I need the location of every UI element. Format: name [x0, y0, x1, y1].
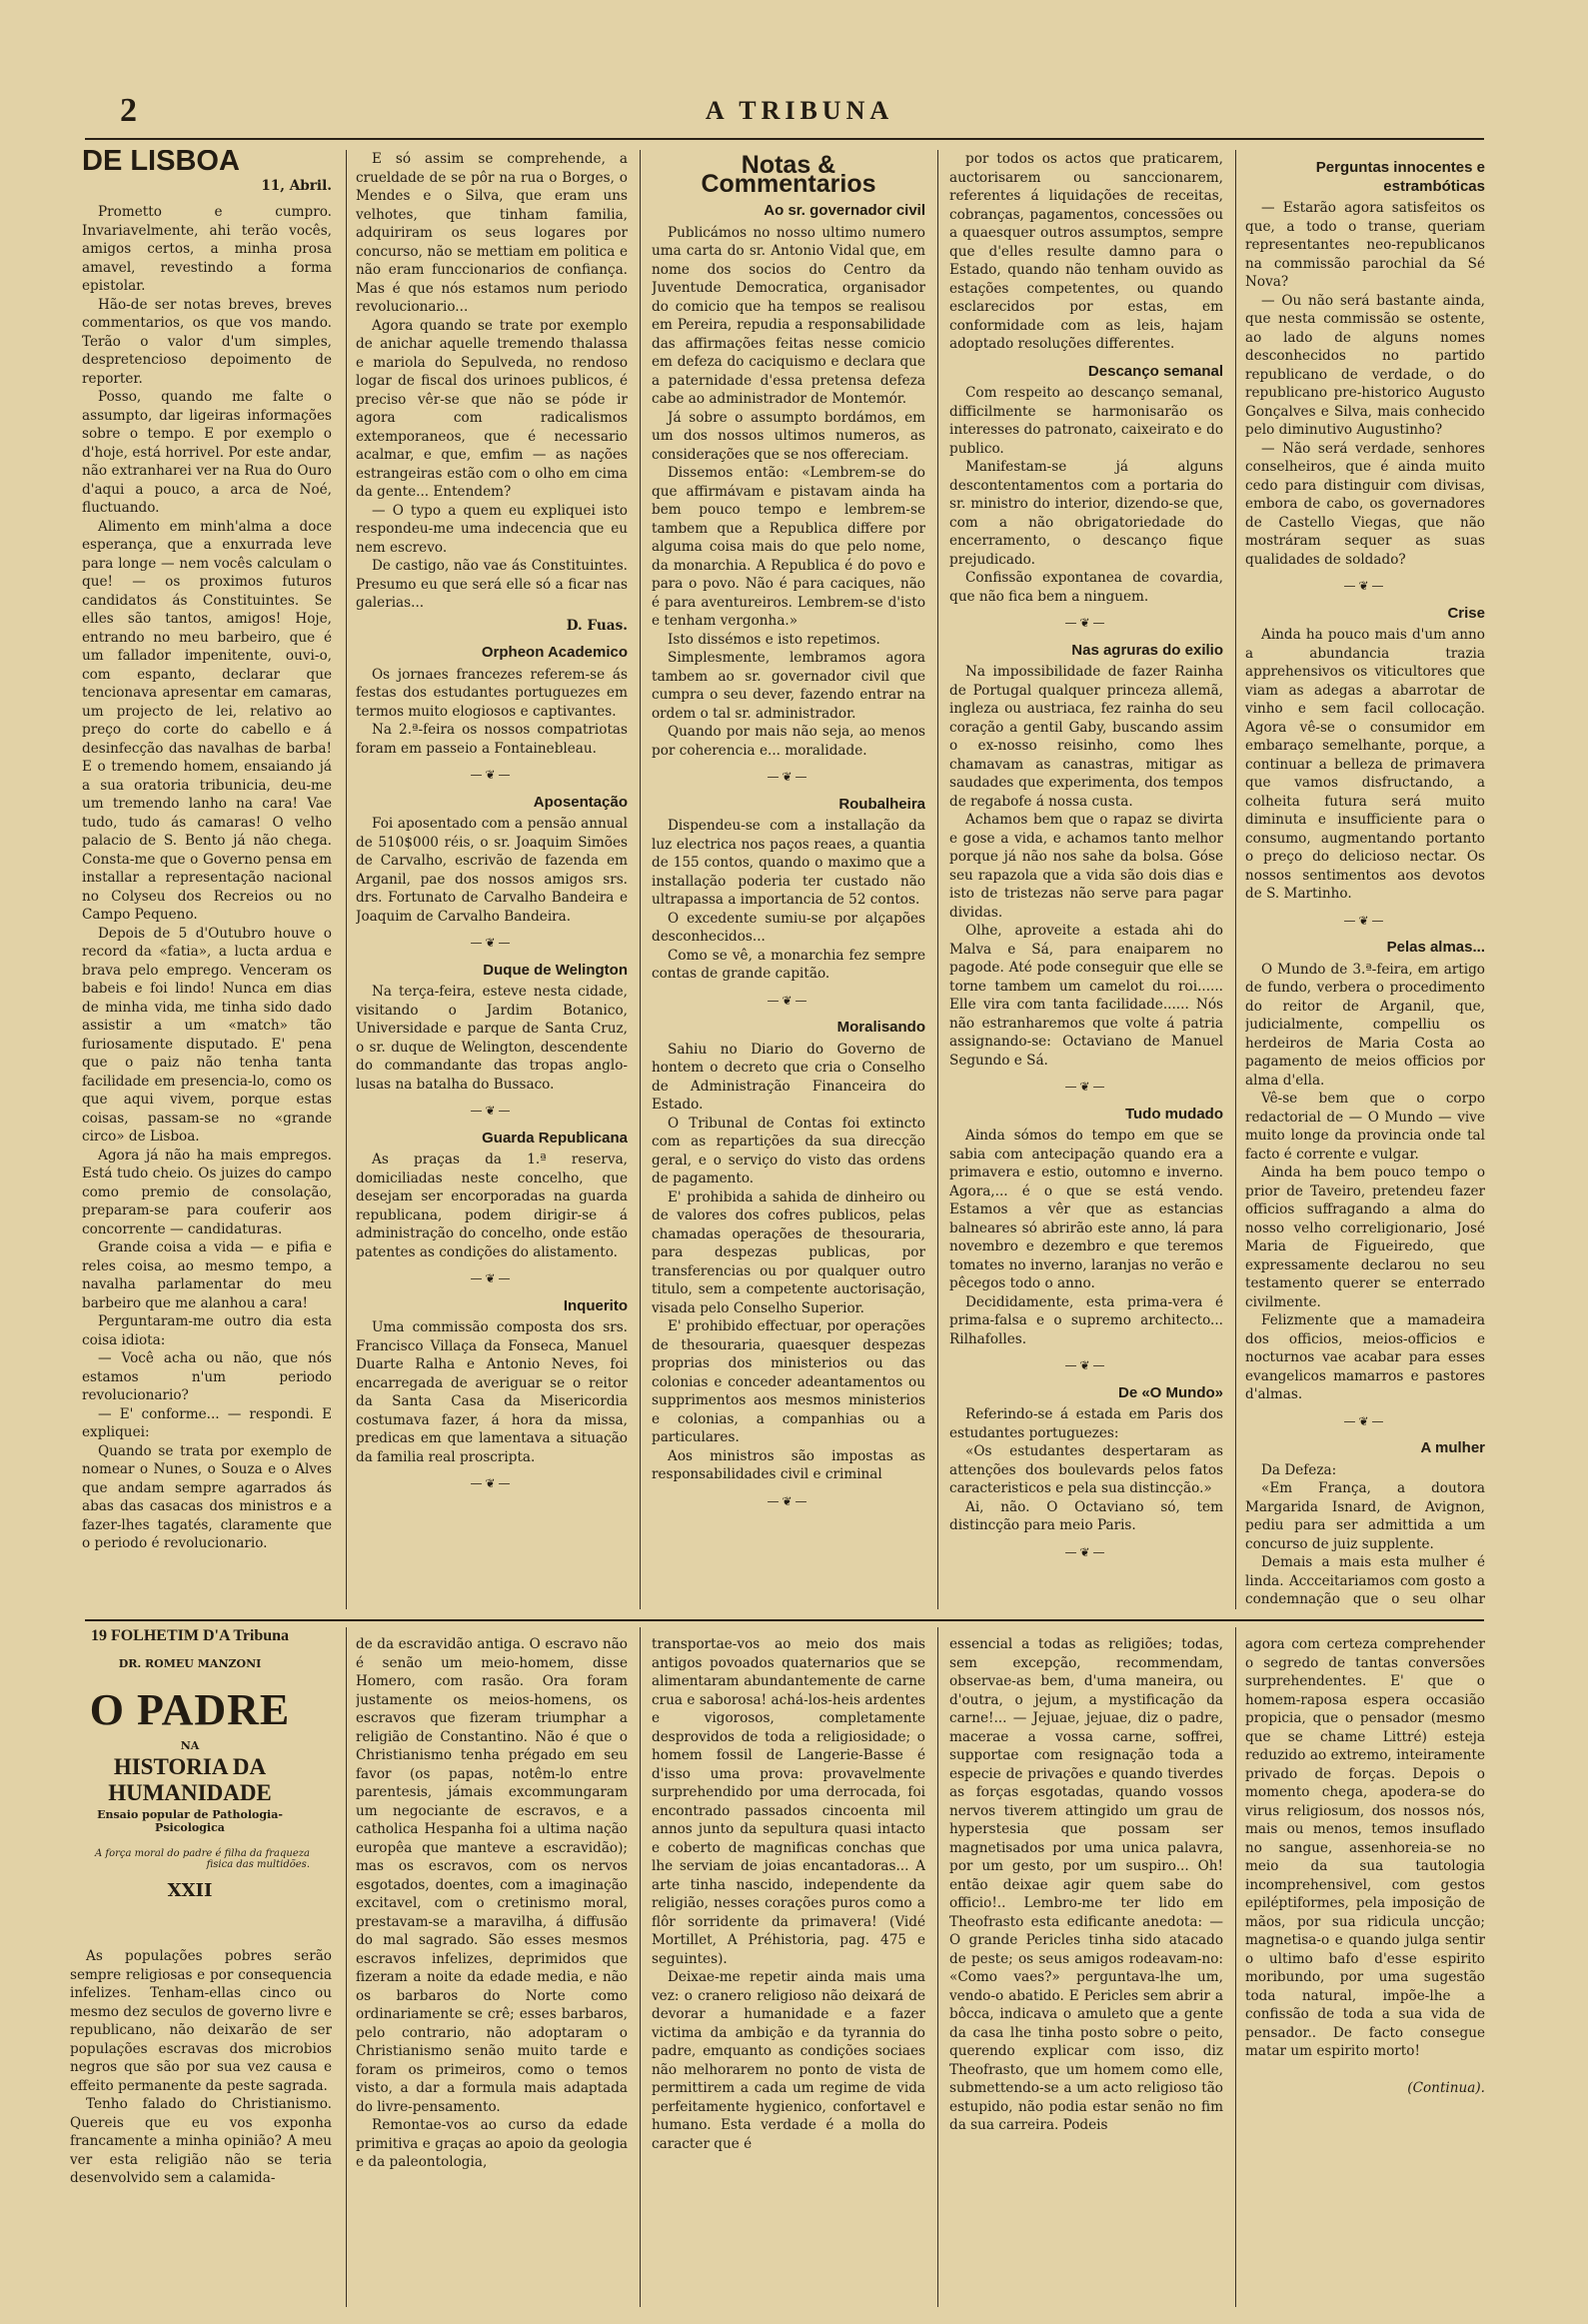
paragraph: Na impossibilidade de fazer Rainha de Portugal qualquer princeza allemã, ingleza ou austriaca, fez rainha do seu coração a gentil Gaby, buscando assim o ex-nosso reisinho, como lhes chamavam as canastras, mitigar as saudades que experimenta, dos tempos de regabofe á nossa custa.: [949, 664, 1223, 810]
paragraph: Agora já não ha mais empregos. Está tudo cheio. Os juizes do campo como premio de consolação, preparam-se para couferir aos concorrente — candidaturas.: [82, 1147, 332, 1237]
paragraph: Demais a mais esta mulher é linda. Accceitariamos com gosto a condemnação que o seu olhar: [1245, 1554, 1485, 1607]
article-title: Inquerito: [563, 1296, 628, 1314]
paragraph: «Em França, a doutora Margarida Isnard, de Avignon, pediu para ser admittida a um concurso de juiz supplente.: [1245, 1480, 1485, 1552]
chapter-number: XXII: [167, 1880, 213, 1901]
paragraph: Dissemos então: «Lembrem-se do que affirmávam e pistavam ainda ha bem pouco tempo e lembrem-se tambem que a Republica differe por alguma coisa mais do que pelo nome, da monarchia. A Republica é do povo e para o povo. Não é para caciques, não é para aventureiros. Lembrem-se d'isto e tenham vergonha.»: [652, 465, 925, 629]
paragraph: Hão-de ser notas breves, breves commentarios, os que vos mando. Terão o valor d'um simples, despretencioso depoimento de reporter.: [82, 296, 332, 387]
paragraph: de da escravidão antiga. O escravo não é senão um meio-homem, disse Homero, com rasão. Ora foram justamente os meios-homens, os escravos que fizeram triumphar a religião de Constantino. Não é que o Christianismo tenha prégado em seu favor (os papas, notêm-lo entre parentesis, jámais excommungaram um negociante de escravos, e a catholica Hespanha foi a ultima nação europêa que manteve a escravidão); mas os escravos, com os nervos esgotados, doentes, com a imaginação excitavel, com o cretinismo moral, prestavam-se a maravilha, á diffusão do mal sagrado. São esses mesmos escravos infelizes, deprimidos que fizeram a noite da edade media, e não os barbaros do Norte como ordinariamente se crê; esses barbaros, pelo contrario, não adoptaram o Christianismo senão muito tarde e foram os primeiros, como o temos visto, a dar a formula mais adaptada do livre-pensamento.: [356, 1636, 628, 2115]
paragraph: Ai, não. O Octaviano só, tem distincção para meio Paris.: [949, 1498, 1223, 1533]
ornament-divider: —❦—: [1064, 616, 1108, 630]
paragraph: — Estarão agora satisfeitos os que, a todo o transe, queriam representantes neo-republicanos na commissão parochial da Sé Nova?: [1245, 200, 1485, 290]
paragraph: Os jornaes francezes referem-se ás festas dos estudantes portuguezes em termos muito elogiosos e captivantes.: [356, 666, 628, 720]
paragraph: Ainda ha pouco mais d'um anno a abundancia trazia apprehensivos os viticultores que viam as adegas a abarrotar de vinho e sem facil collocação. Agora vê-se o consumidor em embaraço semelhante, porque, a continuar a belleza de primavera que vamos disfructando, a colheita futura será muito diminuta e insufficiente para o consumo, augmentando portanto o preço do delicioso nectar. Os nossos sentimentos aos devotos de S. Martinho.: [1245, 627, 1485, 902]
ornament-divider: —❦—: [1343, 913, 1387, 928]
paragraph: Como se vê, a monarchia fez sempre contas de grande capitão.: [652, 947, 925, 982]
column-divider: [937, 1627, 938, 2307]
paragraph: Referindo-se á estada em Paris dos estudantes portuguezes:: [949, 1406, 1223, 1441]
ornament-divider: —❦—: [767, 1493, 810, 1508]
article-title: De «O Mundo»: [1117, 1383, 1223, 1401]
paragraph: Isto dissémos e isto repetimos.: [668, 631, 880, 648]
paragraph: E' prohibido effectuar, por operações de thesouraria, quaesquer despezas proprias dos ministerios ou das colonias e conceder adeantamentos ou supprimentos aos mesmos ministerios e colonias, a companhias ou a particulares.: [652, 1318, 925, 1445]
article-title: Aposentação: [533, 793, 628, 811]
folhetim-label: [70, 1627, 310, 1645]
paragraph: Simplesmente, lembramos agora tambem ao sr. governador civil que cumpra o seu dever, fazendo entrar na ordem o tal sr. administrador.: [652, 650, 925, 722]
paragraph: O excedente sumiu-se por alçapões desconhecidos...: [652, 910, 925, 945]
folhetim-number: 19: [90, 1627, 107, 1644]
column-four: [949, 150, 1223, 1609]
ornament-divider: —❦—: [470, 768, 514, 782]
signature: D. Fuas.: [566, 617, 628, 634]
paragraph: Vê-se bem que o corpo redactorial de — O Mundo — vive muito longe da provincia onde tal facto é corrente e vulgar.: [1245, 1091, 1485, 1162]
column-divider: [1235, 150, 1236, 1609]
column-two: [356, 150, 628, 1609]
folhetim-na: NA: [180, 1739, 200, 1752]
paragraph: Da Defeza:: [1261, 1461, 1337, 1478]
folhetim-epigraph: A força moral do padre é filha da fraqueza fisica das multidões.: [94, 1848, 310, 1870]
paragraph: Depois de 5 d'Outubro houve o record da «fatia», a lucta ardua e brava pelo emprego. Venceram os babeis e foi lindo! Nunca em dias de minha vida, me tinha sido dado assistir a um «match» tão furiosamente disputado. E' pena que o paiz não tenha tanta facilidade em presencia-lo, como os que aqui vivem, porque estas coisas, passam-se no «grande circo» de Lisboa.: [82, 925, 332, 1145]
section-heading: DE LISBOA: [82, 150, 240, 177]
paragraph: Ainda sómos do tempo em que se sabia com antecipação quando era a primavera e estio, outomno e inverno. Agora,... é o que se está vendo. Estamos a vêr que as estancias balneares só abrirão este anno, lá para novembro e dezembro e que teremos tomates no inverno, laranjas no verão e pêcegos todo o anno.: [949, 1128, 1223, 1291]
paragraph: Quando se trata por exemplo de nomear o Nunes, o Souza e o Alves que andam sempre agarrados ás abas das casacas dos ministros e a fazer-lhes tagatés, claramente que o periodo é revolucionario.: [82, 1442, 332, 1551]
column-notas-commentarios: [652, 150, 925, 1609]
folhetim-big-title: O PADRE: [89, 1685, 291, 1734]
ornament-divider: —❦—: [470, 1476, 514, 1490]
column-five: [1245, 150, 1485, 1609]
paragraph: O Mundo de 3.ª-feira, em artigo de fundo, verbera o procedimento do reitor de Arganil, que, judicialmente, compelliu os herdeiros de Maria Costa ao pagamento de meios officios por alma d'ella.: [1245, 961, 1485, 1089]
paragraph: Decididamente, esta prima-vera é prima-falsa e o supremo architecto... Rilhafolles.: [949, 1293, 1223, 1347]
paragraph: Agora quando se trate por exemplo de anichar aquelle tremendo thalassa e mariola do Sepulveda, no rendoso logar de fiscal dos urinoes publicos, é preciso vêr-se que não se póde ir agora com radicalismos extemporaneos, que é necessario acalmar, e que, emfim — as nações estrangeiras estão com o olho em cima da gente... Entendem?: [356, 317, 628, 500]
article-title: Guarda Republicana: [482, 1129, 628, 1147]
column-divider: [1235, 1627, 1236, 2307]
paragraph: Achamos bem que o rapaz se divirta e gose a vida, e achamos tanto melhor porque já não nos sahe da bolsa. Góse seu rapazola que a vida são dois dias e isto de tristezas não serve para pagar dividas.: [949, 812, 1223, 921]
page-number: 2: [120, 92, 137, 129]
folhetim-title: FOLHETIM D'A Tribuna: [110, 1627, 290, 1644]
paragraph: — O typo a quem eu expliquei isto respondeu-me uma indecencia que eu nem escrevo.: [356, 502, 628, 556]
ornament-divider: —❦—: [470, 936, 514, 950]
ornament-divider: —❦—: [1343, 579, 1387, 593]
paragraph: Sahiu no Diario do Governo de hontem o decreto que cria o Conselho de Administração Financeira do Estado.: [652, 1041, 925, 1113]
paragraph: Perguntaram-me outro dia esta coisa idiota:: [82, 1313, 332, 1348]
continua-note: (Continua).: [1407, 2079, 1485, 2096]
article-title: Moralisando: [836, 1019, 925, 1036]
folhetim-ensaio: Ensaio popular de Pathologia-Psicologica: [97, 1808, 283, 1834]
article-title: Descanço semanal: [1087, 362, 1223, 380]
paragraph: Aos ministros são impostas as responsabilidades civil e criminal: [652, 1447, 925, 1482]
paragraph: Manifestam-se já alguns descontentamentos com a portaria do sr. ministro do interior, dizendo-se que, com a não obrigatoriedade do encerramento, o descanço fique prejudicado.: [949, 459, 1223, 568]
folhetim-author: DR. ROMEU MANZONI: [118, 1657, 262, 1670]
paragraph: essencial a todas as religiões; todas, sem excepção, recommendam, observae-as bem, d'uma maneira, ou d'outra, o jejum, a mystificação da carne!... — Jejuae, jejuae, diz o padre, macerae a vossa carne, soffrei, supportae com resignação toda a especie de privações e quando tiverdes as forças esgotadas, quando vossos nervos tiverem attingido um grau de hyperstesia que possam ser magnetisados por uma unica palavra, por um gesto, por um suspiro... Oh! então deixae agir quem sabe do officio!.. Lembro-me ter lido em Theofrasto esta edificante anedota: — O grande Pericles tinha sido atacado de peste; os seus amigos rodeavam-no: «Como vaes?» perguntava-lhe um, vendo-o abatido. E Pericles sem abrir a bôcca, indicava o amuleto que a gente da casa lhe tinha posto sobre o peito, querendo explicar com isso, diz Theofrasto, que um homem como elle, submettendo-se a um acto religioso tão estupido, não podia estar senão no fim da sua carreira. Podeis: [949, 1636, 1223, 2133]
article-title: Orpheon Academico: [481, 644, 628, 661]
article-title: Duque de Welington: [483, 961, 628, 979]
folhetim-column-4: [949, 1635, 1223, 2307]
article-title: Perguntas innocentes e estrambóticas: [1315, 159, 1485, 195]
ornament-divider: —❦—: [767, 770, 810, 784]
article-title: Ao sr. governador civil: [764, 202, 925, 219]
paragraph: Na 2.ª-feira os nossos compatriotas foram em passeio a Fontainebleau.: [356, 722, 628, 757]
folhetim-column-3: [652, 1635, 925, 2307]
column-de-lisboa: [82, 150, 332, 1609]
paragraph: Com respeito ao descanço semanal, difficilmente se harmonisarão os interesses do patronato, caixeirato e do publico.: [949, 385, 1223, 457]
article-title: Pelas almas...: [1386, 939, 1485, 956]
paragraph: Posso, quando me falte o assumpto, dar ligeiras informações sobre o tempo. E por exemplo o d'hoje, está horrivel. Por este andar, não extranharei ver na Rua do Ouro d'aqui a pouco, a arca de Noé, fluctuando.: [82, 389, 332, 516]
folhetim-header: [70, 1627, 310, 1901]
paragraph: Quando por mais não seja, ao menos por coherencia e... moralidade.: [652, 724, 925, 759]
paragraph: «Os estudantes despertaram as attenções dos boulevards pelos fatos caracteristicos e pela sua distincção.»: [949, 1443, 1223, 1496]
ornament-divider: —❦—: [470, 1104, 514, 1118]
paragraph: E só assim se comprehende, a crueldade de se pôr na rua o Borges, o Mendes e o Silva, que eram uns velhotes, que tinham familia, adquiriram os seus logares por concurso, não se mettiam em politica e não eram funccionarios de confiança. Mas é que nós estamos num periodo revolucionario...: [356, 151, 628, 315]
ornament-divider: —❦—: [1064, 1544, 1108, 1559]
section-heading: Notas & Commentarios: [701, 151, 876, 198]
paragraph: Confissão expontanea de covardia, que não fica bem a ninguem.: [949, 570, 1223, 605]
paragraph: por todos os actos que praticarem, auctorisarem ou sanccionarem, referentes á liquidações de receitas, cobranças, pagamentos, concessões ou a quaesquer outros assumptos, sempre que d'elles resulte damno para o Estado, quando não tenham ouvido as estações competentes, ou quando esclarecidos por estas, em conformidade com as leis, hajam adoptado resoluções differentes.: [949, 151, 1223, 352]
dateline: 11, Abril.: [261, 177, 332, 194]
paragraph: agora com certeza comprehender o segredo de tantas conversões surprehendentes. E' que o homem-raposa espera occasião propicia, que o pensador (mesmo que se chame Littré) esteja reduzido ao extremo, inteiramente privado de forças. Depois o momento chega, apodera-se do virus religiosum, dos nossos nós, mais ou menos, temos insuflado no sangue, assenhoreia-se no meio da sua tautologia incomprehensivel, com gestos epiléptiformes, pela imposição de mãos, por sua ridicula uncção; magnetisa-o e quando julga sentir o ultimo bafo d'esse espirito moribundo, por uma sugestão toda natural, impõe-lhe a confissão de toda a sua vida de pensador.. De facto consegue matar um espirito morto!: [1245, 1636, 1485, 2059]
folhetim-rule: [85, 1619, 1484, 1621]
paragraph: transportae-vos ao meio dos mais antigos povoados quaternarios que se alimentaram abundantemente de carne crua e saborosa! achá-los-heis ardentes e vigorosos, completamente desprovidos de toda a religiosidade; o homem fossil de Langerie-Basse é d'isso uma prova: provavelmente surprehendido por uma derrocada, foi encontrado passados cincoenta mil annos junto da sepultura quasi intacto e coberto de magnificas conchas que lhe serviam de joias encantadoras... A arte tinha nascido, independente da religião, nesses corações puros como a flôr sorridente da primavera! (Vidé Mortillet, A Préhistoria, pag. 475 e seguintes).: [652, 1636, 925, 1967]
paragraph: Remontae-vos ao curso da edade primitiva e graças ao apoio da geologia e da paleontologia,: [356, 2117, 628, 2170]
paragraph: Deixae-me repetir ainda mais uma vez: o cranero religioso não deixará de devorar a humanidade e a fazer victima da ambição e da tyrannia do padre, emquanto as condições sociaes não melhorarem no ponto de vista de permittirem a cada um regime de vida perfeitamente hygienico, confortavel e humano. Esta verdade é a molla do caracter que é: [652, 1969, 925, 2152]
masthead-title: A TRIBUNA: [705, 96, 894, 125]
column-divider: [640, 1627, 641, 2307]
column-divider: [346, 1627, 347, 2307]
paragraph: — Não será verdade, senhores conselheiros, que é ainda muito cedo para distinguir com divisas, embora de cabo, os governadores de Castello Viegas, que não mostráram sequer as suas qualidades de soldado?: [1245, 440, 1485, 568]
folhetim-column-5: [1245, 1635, 1485, 2307]
paragraph: Grande coisa a vida — e pifia e reles coisa, ao mesmo tempo, a navalha parlamentar do meu barbeiro que me alanhou a cara!: [82, 1239, 332, 1311]
paragraph: — Você acha ou não, que nós estamos n'um periodo revolucionario?: [82, 1350, 332, 1403]
article-title: A mulher: [1420, 1439, 1485, 1456]
paragraph: Prometto e cumpro. Invariavelmente, ahi terão vocês, amigos certos, a minha prosa amavel, revestindo a forma epistolar.: [82, 204, 332, 294]
paragraph: Alimento em minh'alma a doce esperança, que a enxurrada leve para longe — nem vocês calculam o que! — os proximos futuros candidatos ás Constituintes. Se elles são tantos, amigos! Hoje, entrando no meu barbeiro, que é um fallador impenitente, ouvi-o, com espanto, declarar que tencionava apresentar em camaras, um projecto de lei, relativo ao preço do corte do cabello e á desinfecção das navalhas de barba! E o tremendo homem, ensaiando já a sua oratoria tribunicia, deu-me um tremendo lanho na cara! Vae tudo, tudo ás camaras! O velho palacio de S. Bento já não chega. Consta-me que o Governo pensa em installar a representação nacional no Colyseu dos Recreios ou no Campo Pequeno.: [82, 518, 332, 923]
paragraph: As populações pobres serão sempre religiosas e por consequencia infelizes. Tenham-ellas cinco ou mesmo dez seculos de governo livre e republicano, não deixarão de ser populações escravas dos microbios negros que são por sua vez causa e effeito permanente da peste sagrada.: [70, 1948, 332, 2094]
paragraph: — Ou não será bastante ainda, que nesta commissão se ostente, ao lado de alguns nomes desconhecidos no partido republicano de verdade, o do republicano pre-historico Augusto Gonçalves e Silva, mais conhecido pelo diminutivo Augustinho?: [1245, 292, 1485, 438]
folhetim-column-2: [356, 1635, 628, 2307]
ornament-divider: —❦—: [1064, 1358, 1108, 1372]
article-title: Nas agruras do exilio: [1071, 641, 1223, 659]
article-title: Roubalheira: [838, 795, 925, 813]
paragraph: — E' conforme... — respondi. E expliquei:: [82, 1405, 332, 1440]
paragraph: Uma commissão composta dos srs. Francisco Villaça da Fonseca, Manuel Duarte Ralha e Antonio Neves, foi encarregada de averiguar se o reitor da Santa Casa da Misericordia costumava fazer, á hora da missa, predicas em que lamentava a situação da familia real proscripta.: [356, 1319, 628, 1465]
header-rule: [85, 138, 1484, 140]
paragraph: Foi aposentado com a pensão annual de 510$000 réis, o sr. Joaquim Simões de Carvalho, escrivão de fazenda em Arganil, pae dos nossos amigos srs. drs. Fortunato de Carvalho Bandeira e Joaquim de Carvalho Bandeira.: [356, 816, 628, 925]
paragraph: Ainda ha bem pouco tempo o prior de Taveiro, pretendeu fazer officios suffragando a alma do nosso velho correligionario, José Maria de Figueiredo, que expressamente declarou no seu testamento querer se enterrado civilmente.: [1245, 1164, 1485, 1310]
folhetim-column-1: [70, 1947, 332, 2307]
column-divider: [937, 150, 938, 1609]
paragraph: Na terça-feira, esteve nesta cidade, visitando o Jardim Botanico, Universidade e parque de Santa Cruz, o sr. duque de Welington, descendente do commandante das tropas anglo-lusas na batalha do Bussaco.: [356, 984, 628, 1093]
paragraph: Dispendeu-se com a installação da luz electrica nos paços reaes, a quantia de 155 contos, quando o maximo que a installação poderia ter custado não ultrapassa a importancia de 52 contos.: [652, 818, 925, 908]
paragraph: O Tribunal de Contas foi extincto com as repartições da sua direcção geral, e o serviço do visto das ordens de pagamento.: [652, 1115, 925, 1186]
paragraph: Olhe, aproveite a estada ahi do Malva e Sá, para enaiparem no pagode. Até pode conseguir que elle se torne tambem um camelot du roi...... Elle vira com tanta facilidade...... Nós não estranharemos que volte á patria assignando-se: Octaviano de Manuel Segundo e Sá.: [949, 923, 1223, 1069]
page-header: [120, 92, 1479, 132]
paragraph: De castigo, não vae ás Constituintes. Presumo eu que será elle só a ficar nas galerias...: [356, 558, 628, 611]
paragraph: As praças da 1.ª reserva, domiciliadas neste concelho, que desejam ser encorporadas na guarda republicana, podem dirigir-se á administração do concelho, onde estão patentes as condições do alistamento.: [356, 1152, 628, 1260]
ornament-divider: —❦—: [767, 993, 810, 1008]
ornament-divider: —❦—: [1064, 1080, 1108, 1094]
article-title: Crise: [1447, 604, 1485, 622]
article-title: Tudo mudado: [1124, 1105, 1223, 1123]
paragraph: Já sobre o assumpto bordámos, em um dos nossos ultimos numeros, as considerações que se nos offereciam.: [652, 409, 925, 463]
paragraph: Felizmente que a mamadeira dos officios, meios-officios e nocturnos vae acabar para esses evangelicos mamarros e pastores d'almas.: [1245, 1312, 1485, 1402]
folhetim-subtitle: HISTORIA DA HUMANIDADE: [108, 1754, 272, 1805]
paragraph: Publicámos no nosso ultimo numero uma carta do sr. Antonio Vidal que, em nome dos socios do Centro da Juventude Democratica, organisador do comicio que ha tempos se realisou em Pereira, repudia a responsabilidade das affirmações feitas nesse comicio em defeza do caciquismo e declara que a paternidade d'essa pretensa defeza cabe ao administrador de Montemór.: [652, 224, 925, 407]
ornament-divider: —❦—: [1343, 1413, 1387, 1428]
paragraph: Tenho falado do Christianismo. Quereis que eu vos exponha francamente a minha opinião? A meu ver esta religião não se teria desenvolvido sem a calamida-: [70, 2096, 332, 2186]
column-divider: [640, 150, 641, 1609]
column-divider: [346, 150, 347, 1609]
ornament-divider: —❦—: [470, 1271, 514, 1285]
paragraph: E' prohibida a sahida de dinheiro ou de valores dos cofres publicos, pelas chamadas operações de thesouraria, para despezas publicas, por transferencias ou por qualquer outro titulo, sem a competente auctorisação, visada pelo Conselho Superior.: [652, 1188, 925, 1316]
